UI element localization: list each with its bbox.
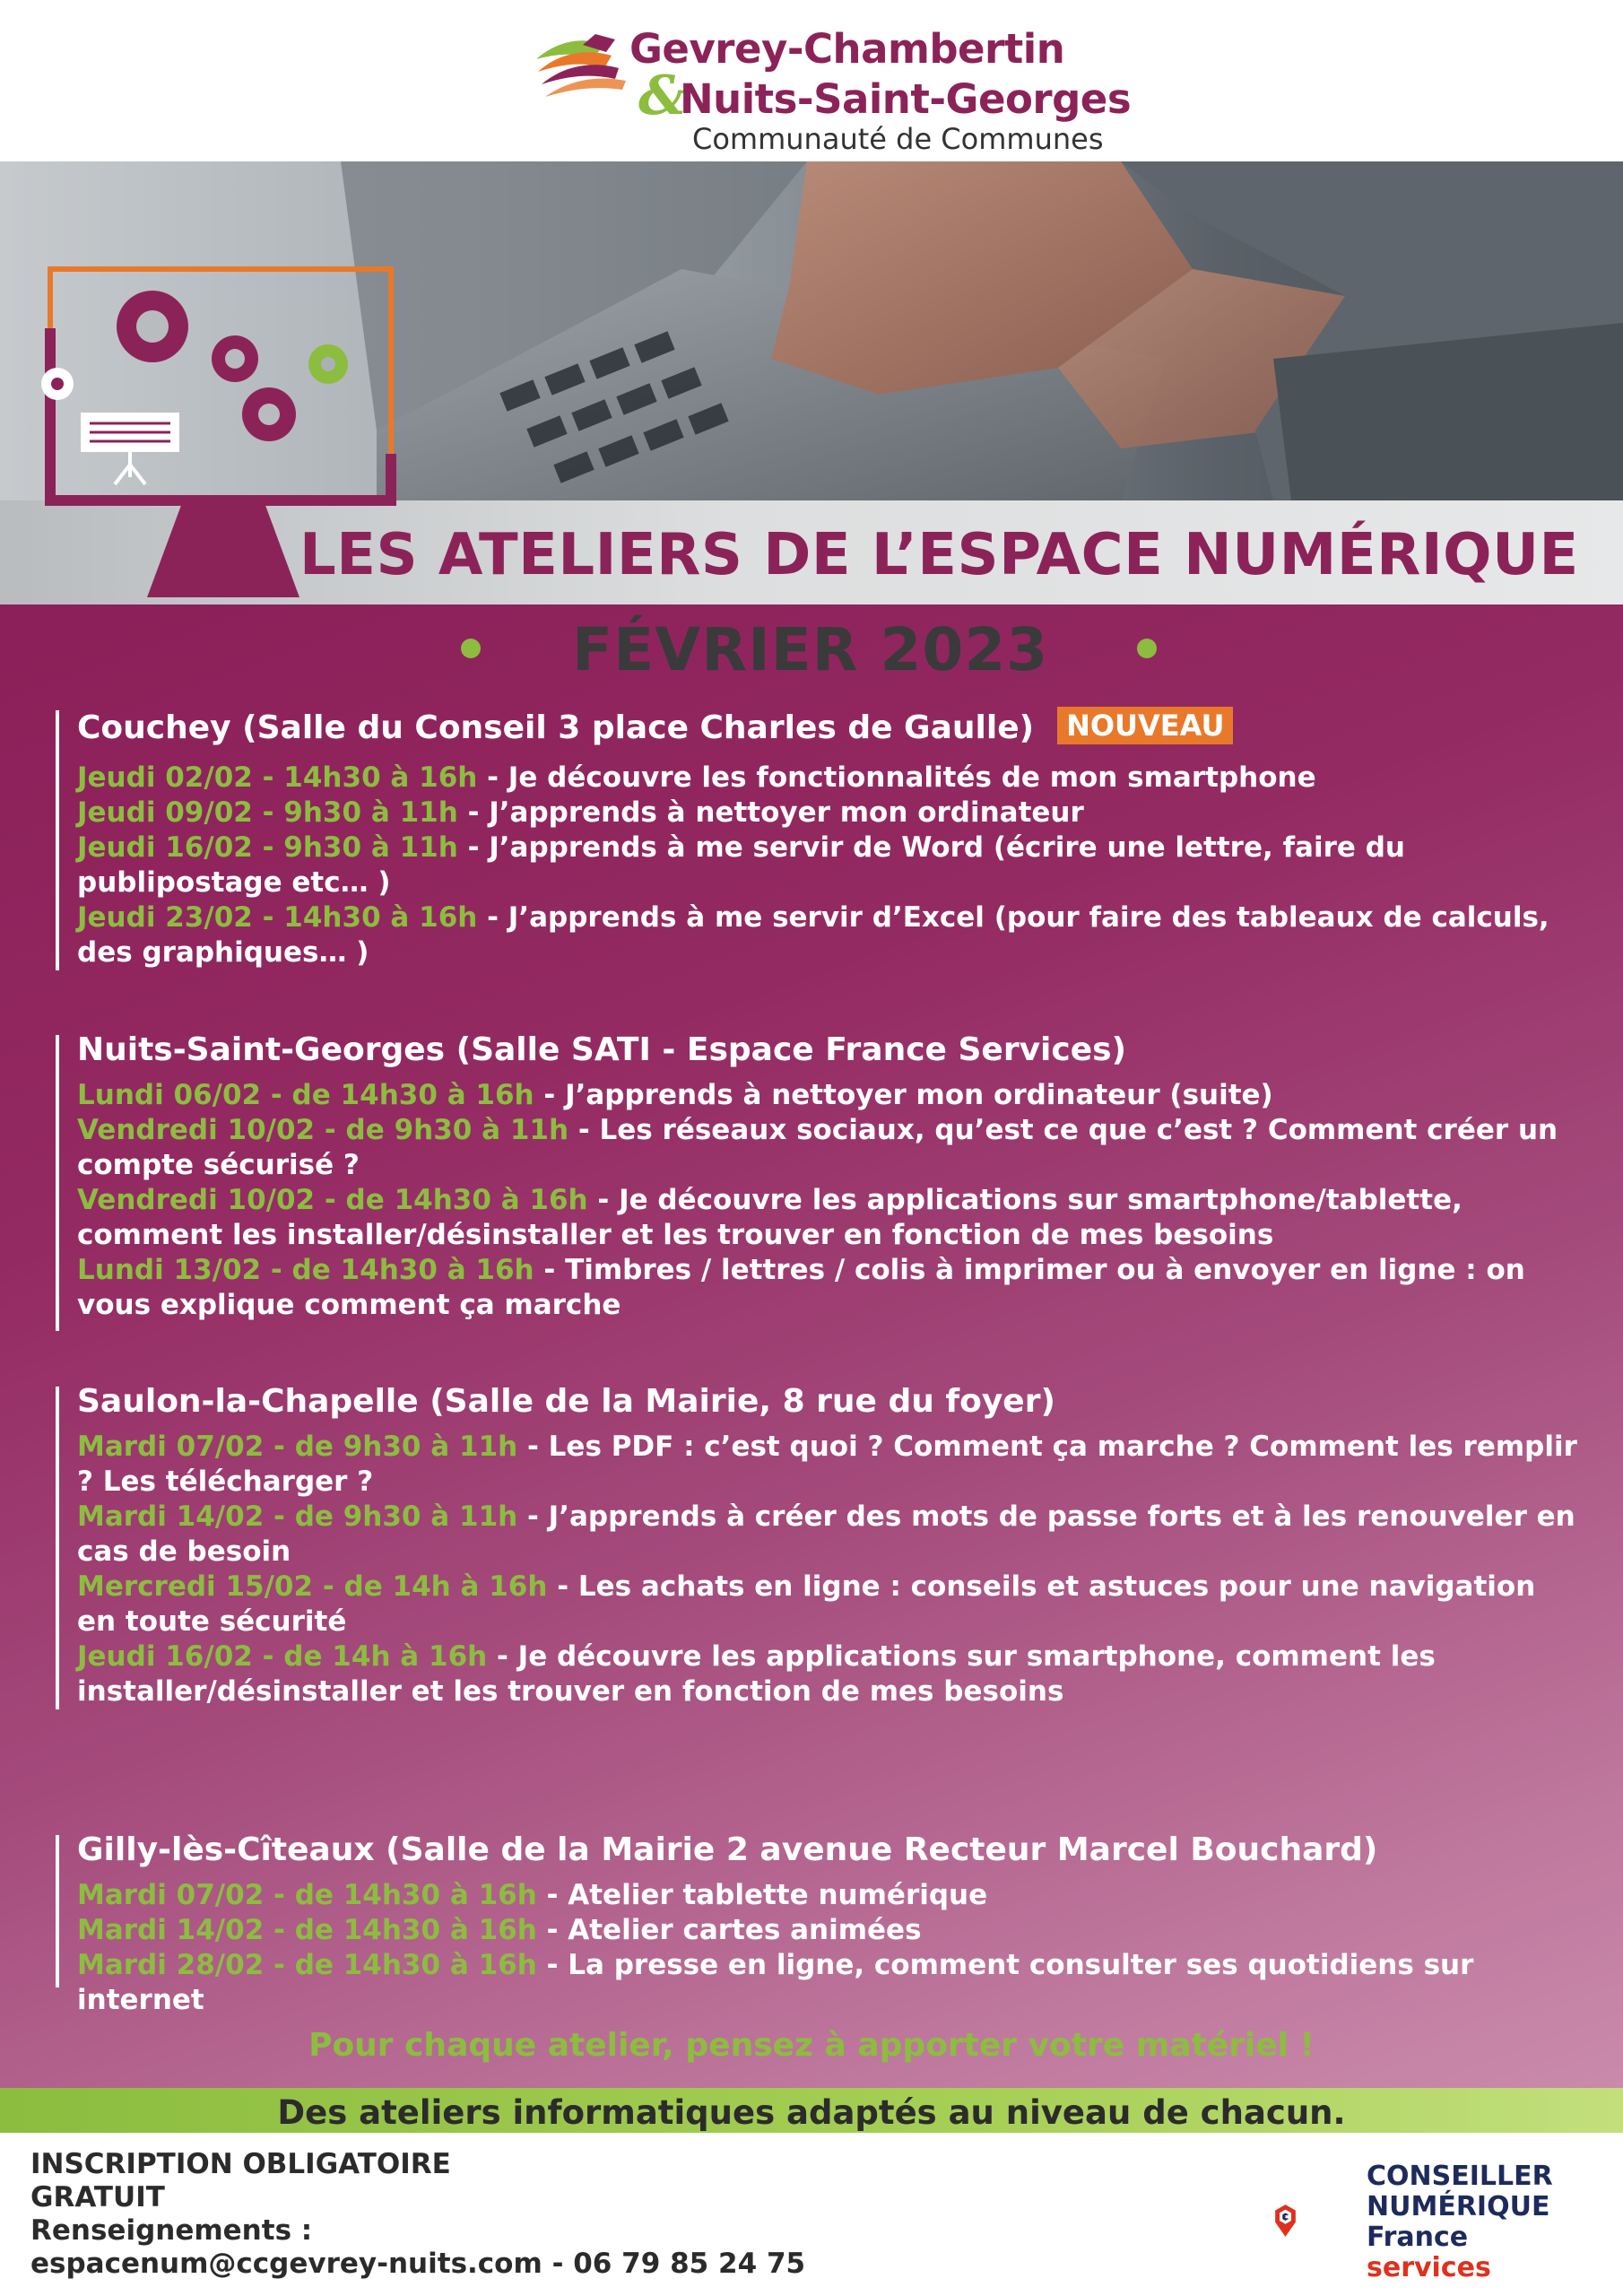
session-text: - La presse en ligne, comment consulter ses quotidiens sur internet xyxy=(77,1949,1474,2016)
session-text: - Je découvre les fonctionnalités de mon smartphone xyxy=(477,761,1316,794)
presentation-board-icon xyxy=(81,413,179,484)
session-text: - Atelier cartes animées xyxy=(536,1914,922,1946)
session-date: Lundi 06/02 - de 14h30 à 16h xyxy=(77,1079,534,1111)
session-item xyxy=(77,1570,1584,1639)
conseiller-numerique-label xyxy=(1367,2161,1553,2283)
session-list xyxy=(77,761,1584,970)
section-title xyxy=(77,707,1233,746)
session-item xyxy=(77,1183,1584,1253)
session-text: - J’apprends à créer des mots de passe forts et à les renouveler en cas de besoin xyxy=(77,1500,1575,1568)
month-heading: FÉVRIER 2023 xyxy=(572,615,1049,684)
section-nuits-saint-georges xyxy=(56,1031,1580,1327)
session-date: Jeudi 09/02 - 9h30 à 11h xyxy=(77,796,458,829)
cn-line3: France xyxy=(1367,2222,1469,2253)
session-text: - Les réseaux sociaux, qu’est ce que c’est ? Comment créer un compte sécurisé ? xyxy=(77,1114,1558,1181)
session-text: - Timbres / lettres / colis à imprimer ou à envoyer en ligne : on vous explique comment ça marche xyxy=(77,1254,1525,1321)
section-title: Gilly-lès-Cîteaux (Salle de la Mairie 2 avenue Recteur Marcel Bouchard) xyxy=(77,1831,1378,1868)
session-list xyxy=(77,1430,1584,1709)
session-text: - Les PDF : c’est quoi ? Comment ça marche ? Comment les remplir ? Les télécharger ? xyxy=(77,1431,1577,1498)
session-text: - J’apprends à nettoyer mon ordinateur xyxy=(457,796,1084,829)
org-name-line1: Gevrey-Chambertin xyxy=(629,25,1065,73)
cn-line2: NUMÉRIQUE xyxy=(1367,2191,1550,2222)
bring-material-notice: Pour chaque atelier, pensez à apporter votre matériel ! xyxy=(308,2027,1315,2064)
session-date: Lundi 13/02 - de 14h30 à 16h xyxy=(77,1254,534,1286)
session-date: Jeudi 16/02 - de 14h à 16h xyxy=(77,1640,488,1673)
org-logo xyxy=(529,20,1132,156)
session-text: - Atelier tablette numérique xyxy=(536,1879,988,1911)
session-text: - Les achats en ligne : conseils et astuces pour une navigation en toute sécurité xyxy=(77,1570,1536,1638)
section-title-text: Couchey (Salle du Conseil 3 place Charles de Gaulle) xyxy=(77,709,1035,746)
session-date: Vendredi 10/02 - de 9h30 à 11h xyxy=(77,1114,569,1146)
tagline: Des ateliers informatiques adaptés au niveau de chacun. xyxy=(277,2093,1346,2132)
org-name-line2: Nuits-Saint-Georges xyxy=(680,75,1132,123)
session-date: Mardi 14/02 - de 14h30 à 16h xyxy=(77,1914,537,1946)
session-item xyxy=(77,1639,1584,1709)
session-item xyxy=(77,900,1584,970)
section-title: Saulon-la-Chapelle (Salle de la Mairie, 8 rue du foyer) xyxy=(77,1383,1055,1420)
session-date: Mardi 07/02 - de 14h30 à 16h xyxy=(77,1879,537,1911)
session-item xyxy=(77,1913,1584,1948)
session-text: - Je découvre les applications sur smartphone/tablette, comment les installer/désinstaller et les trouver en fonction de mes besoins xyxy=(77,1184,1462,1251)
section-couchey xyxy=(56,707,1580,976)
session-list xyxy=(77,1078,1584,1323)
conseiller-numerique-logo xyxy=(1273,2158,1363,2283)
session-item xyxy=(77,796,1584,831)
session-item xyxy=(77,831,1584,900)
session-date: Jeudi 23/02 - 14h30 à 16h xyxy=(77,901,478,934)
session-date: Mardi 28/02 - de 14h30 à 16h xyxy=(77,1949,537,1981)
session-item xyxy=(77,1253,1584,1323)
section-divider xyxy=(56,1387,59,1709)
session-item xyxy=(77,1113,1584,1183)
registration-info xyxy=(30,2148,805,2281)
registration-required: INSCRIPTION OBLIGATOIRE xyxy=(30,2148,451,2180)
org-ampersand: & xyxy=(638,65,688,127)
session-date: Vendredi 10/02 - de 14h30 à 16h xyxy=(77,1184,588,1216)
session-item xyxy=(77,1500,1584,1570)
section-divider xyxy=(56,1035,59,1331)
cn-line1: CONSEILLER xyxy=(1367,2161,1553,2192)
session-date: Mardi 07/02 - de 9h30 à 11h xyxy=(77,1431,518,1463)
org-subtitle: Communauté de Communes xyxy=(692,122,1104,156)
session-date: Jeudi 02/02 - 14h30 à 16h xyxy=(77,761,478,794)
new-badge: NOUVEAU xyxy=(1057,707,1233,744)
session-date: Jeudi 16/02 - 9h30 à 11h xyxy=(77,831,458,864)
session-list xyxy=(77,1878,1584,2018)
session-item xyxy=(77,1078,1584,1113)
session-text: - J’apprends à nettoyer mon ordinateur (suite) xyxy=(534,1079,1273,1111)
section-title: Nuits-Saint-Georges (Salle SATI - Espace France Services) xyxy=(77,1031,1127,1068)
section-divider xyxy=(56,710,59,970)
session-text: - J’apprends à me servir d’Excel (pour faire des tableaux de calculs, des graphiques… ) xyxy=(77,901,1549,969)
session-date: Mardi 14/02 - de 9h30 à 11h xyxy=(77,1500,518,1533)
bullet-dot-right xyxy=(1137,639,1157,658)
info-label: Renseignements : xyxy=(30,2214,313,2247)
section-gilly-les-citeaux xyxy=(56,1831,1580,2016)
session-item xyxy=(77,1878,1584,1913)
section-saulon-la-chapelle xyxy=(56,1383,1580,1715)
session-item xyxy=(77,761,1584,796)
contact-line: espacenum@ccgevrey-nuits.com - 06 79 85 24 75 xyxy=(30,2248,806,2280)
page-title: LES ATELIERS DE L’ESPACE NUMÉRIQUE xyxy=(299,522,1579,588)
section-divider xyxy=(56,1835,59,1987)
session-text: - Je découvre les applications sur smartphone, comment les installer/désinstaller et les trouver en fonction de mes besoins xyxy=(77,1640,1436,1708)
vineyard-logo-icon xyxy=(529,32,637,113)
bullet-dot-left xyxy=(461,639,481,658)
session-text: - J’apprends à me servir de Word (écrire une lettre, faire du publipostage etc… ) xyxy=(77,831,1405,899)
session-item xyxy=(77,1948,1584,2018)
session-item xyxy=(77,1430,1584,1500)
free-label: GRATUIT xyxy=(30,2181,165,2213)
cn-line4: services xyxy=(1367,2252,1491,2283)
session-date: Mercredi 15/02 - de 14h à 16h xyxy=(77,1570,548,1603)
